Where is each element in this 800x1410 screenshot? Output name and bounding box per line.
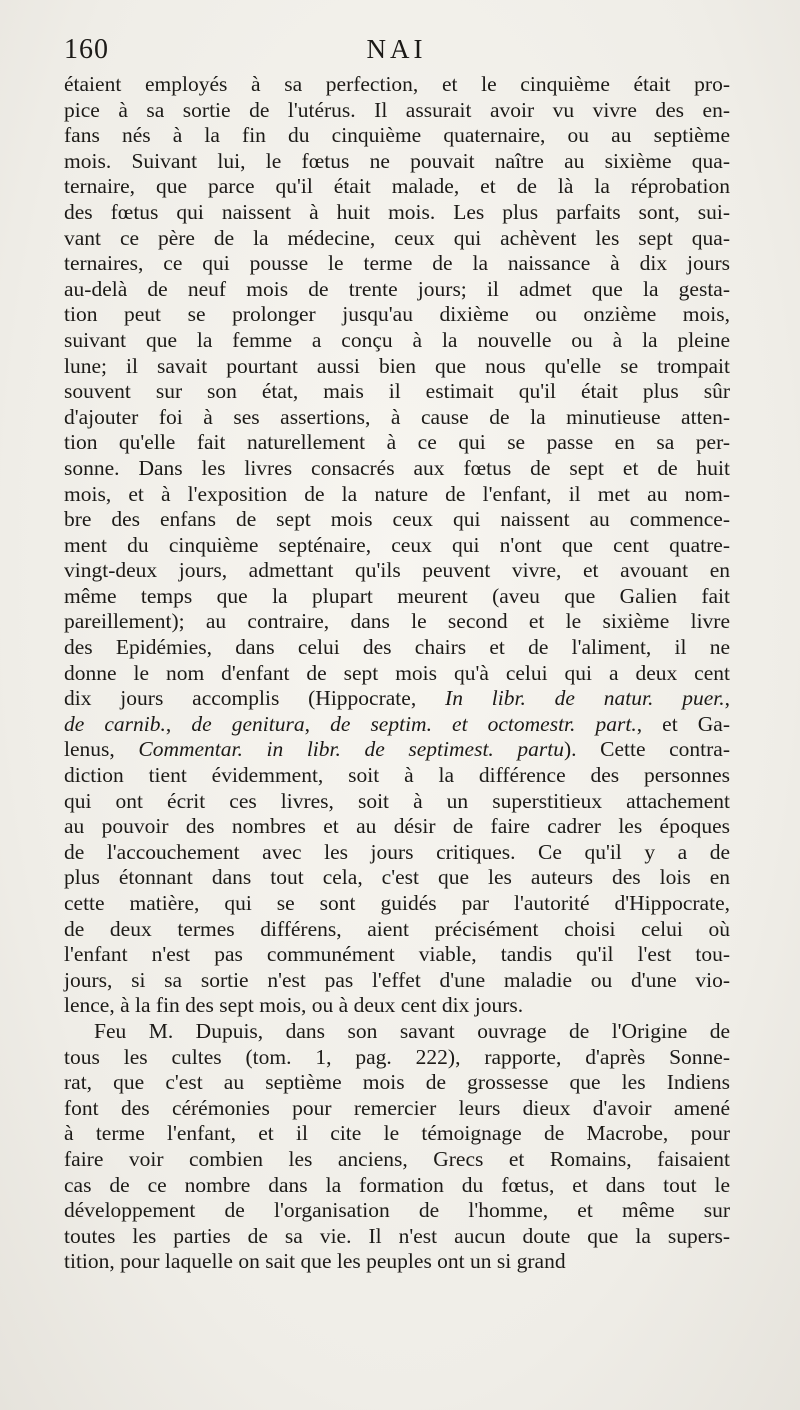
page-number: 160 [64,34,109,65]
text-line: ment du cinquième septénaire, ceux qui n'ont que cent quatre- [64,532,730,557]
text-line: de deux termes différens, aient précisément choisi celui où [64,916,730,941]
text-line: tous les cultes (tom. 1, pag. 222), rapporte, d'après Sonne- [64,1044,730,1069]
text-line: tition, pour laquelle on sait que les peuples ont un si grand [64,1249,566,1274]
text-line: des Epidémies, dans celui des chairs et de l'aliment, il ne [64,635,730,660]
text-line: d'ajouter foi à ses assertions, à cause de la minutieuse atten- [64,404,730,429]
text-line: au-delà de neuf mois de trente jours; il admet que la gesta- [64,276,730,301]
text-line: étaient employés à sa perfection, et le cinquième était pro- [64,72,730,96]
text-line: mois, et à l'exposition de la nature de l'enfant, il met au nom- [64,481,730,506]
text-line: rat, que c'est au septième mois de grossesse que les Indiens [64,1070,730,1095]
text-line: à terme l'enfant, et il cite le témoignage de Macrobe, pour [64,1121,730,1146]
text-line: vingt-deux jours, admettant qu'ils peuvent vivre, et avouant en [64,558,730,583]
text-line: tion qu'elle fait naturellement à ce qui se passe en sa per- [64,430,730,455]
text-line: développement de l'organisation de l'homme, et même sur [64,1198,730,1223]
text-line: lenus, Commentar. in libr. de septimest. partu). Cette contra- [64,737,730,762]
text-line: suivant que la femme a conçu à la nouvelle ou à la pleine [64,327,730,352]
text-line: cette matière, qui se sont guidés par l'autorité d'Hippocrate, [64,891,730,915]
text-line: lune; il savait pourtant aussi bien que nous qu'elle se trompait [64,353,730,378]
text-line: faire voir combien les anciens, Grecs et Romains, faisaient [64,1146,730,1171]
text-line: bre des enfans de sept mois ceux qui naissent au commence- [64,507,730,532]
text-line: souvent sur son état, mais il estimait qu'il était plus sûr [64,379,730,404]
text-line: même temps que la plupart meurent (aveu que Galien fait [64,583,730,608]
text-line: dix jours accomplis (Hippocrate, In libr. de natur. puer., [64,686,730,711]
text-line: l'enfant n'est pas communément viable, tandis qu'il l'est tou- [64,942,730,967]
text-line: pareillement); au contraire, dans le second et le sixième livre [64,609,730,634]
text-line: tion peut se prolonger jusqu'au dixième ou onzième mois, [64,302,730,327]
text-line: fans nés à la fin du cinquième quaternaire, ou au septième [64,123,730,148]
body-text [64,72,730,1275]
text-line: de carnib., de genitura, de septim. et octomestr. part., et Ga- [64,711,731,736]
text-line: sonne. Dans les livres consacrés aux fœtus de sept et de huit [64,455,730,480]
text-line: toutes les parties de sa vie. Il n'est aucun doute que la supers- [64,1223,730,1248]
text-line: des fœtus qui naissent à huit mois. Les plus parfaits sont, sui- [64,199,730,224]
text-line: pice à sa sortie de l'utérus. Il assurait avoir vu vivre des en- [64,97,730,122]
text-line: vant ce père de la médecine, ceux qui achèvent les sept qua- [64,225,730,250]
text-line: donne le nom d'enfant de sept mois qu'à celui qui a deux cent [64,660,730,685]
text-line: lence, à la fin des sept mois, ou à deux cent dix jours. [64,993,524,1018]
text-line: plus étonnant dans tout cela, c'est que les auteurs des lois en [64,865,730,890]
running-head: NAI [366,34,427,64]
text-line: ternaires, ce qui pousse le terme de la naissance à dix jours [64,251,730,276]
page-header [64,34,729,70]
text-line: qui ont écrit ces livres, soit à un superstitieux attachement [64,788,730,813]
text-line: ternaire, que parce qu'il était malade, et de là la réprobation [64,174,730,199]
text-line: de l'accouchement avec les jours critiques. Ce qu'il y a de [64,839,730,864]
text-line: au pouvoir des nombres et au désir de faire cadrer les époques [64,814,730,839]
text-line: cas de ce nombre dans la formation du fœtus, et dans tout le [64,1172,730,1197]
text-line: jours, si sa sortie n'est pas l'effet d'une maladie ou d'une vio- [64,967,730,992]
text-line: font des cérémonies pour remercier leurs dieux d'avoir amené [64,1095,730,1120]
text-line: Feu M. Dupuis, dans son savant ouvrage de l'Origine de [94,1018,730,1043]
text-line: diction tient évidemment, soit à la différence des personnes [64,763,730,788]
text-line: mois. Suivant lui, le fœtus ne pouvait naître au sixième qua- [64,148,730,173]
